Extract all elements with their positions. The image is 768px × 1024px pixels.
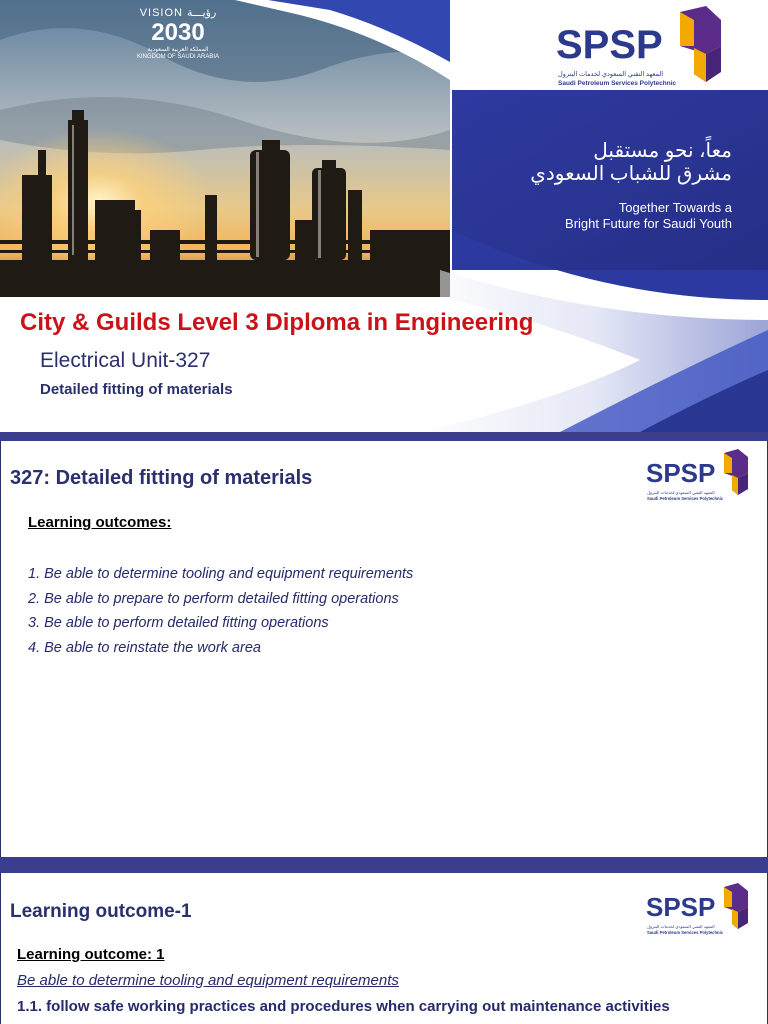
- title-slide: [0, 0, 768, 432]
- logo-arabic-name: المعهد التقني السعودي لخدمات البترول: [558, 71, 664, 78]
- learning-outcomes-slide: [0, 441, 768, 857]
- slide-heading: 327: Detailed fitting of materials: [10, 467, 313, 489]
- spsp-emblem-icon: [724, 883, 748, 929]
- spsp-logo: [646, 449, 756, 504]
- outcomes-list: [28, 562, 413, 660]
- slide-divider: [0, 432, 768, 441]
- learning-outcome-1-slide: [0, 873, 768, 1024]
- vision-line3: المملكة العربية السعودية: [147, 47, 209, 53]
- slide-heading: Learning outcome-1: [10, 901, 192, 922]
- spsp-emblem-icon: [680, 6, 721, 82]
- spsp-logo: [556, 6, 736, 90]
- english-slogan-line1: Together Towards a: [618, 200, 732, 215]
- logo-english-name: Saudi Petroleum Services Polytechnic: [647, 930, 724, 935]
- logo-wordmark: SPSP: [646, 892, 716, 922]
- outcome-description: Be able to determine tooling and equipment requirements: [17, 972, 399, 989]
- spsp-logo: [646, 883, 756, 938]
- arabic-slogan-line2: مشرق للشباب السعودي: [530, 163, 732, 185]
- vision-line4: KINGDOM OF SAUDI ARABIA: [136, 54, 219, 60]
- unit-title: Electrical Unit-327: [40, 349, 211, 372]
- vision-line1: VISION رؤيـــة: [139, 7, 217, 19]
- list-item: 4. Be able to reinstate the work area: [28, 639, 261, 656]
- logo-arabic-name: المعهد التقني السعودي لخدمات البترول: [647, 490, 715, 495]
- logo-english-name: Saudi Petroleum Services Polytechnic: [647, 496, 724, 501]
- vision-line2: 2030: [151, 19, 205, 46]
- list-item: 3. Be able to perform detailed fitting operations: [28, 615, 329, 631]
- arabic-slogan-line1: معاً، نحو مستقبل: [593, 140, 732, 162]
- english-slogan: [480, 200, 732, 232]
- learning-outcomes-label: Learning outcomes:: [28, 514, 172, 531]
- logo-arabic-name: المعهد التقني السعودي لخدمات البترول: [647, 924, 715, 929]
- english-slogan-line2: Bright Future for Saudi Youth: [565, 216, 732, 231]
- arabic-slogan: [480, 140, 732, 186]
- logo-english-name: Saudi Petroleum Services Polytechnic: [558, 80, 677, 87]
- slide-divider: [0, 857, 768, 873]
- course-title: City & Guilds Level 3 Diploma in Engineering: [20, 309, 534, 336]
- unit-subtitle: Detailed fitting of materials: [40, 381, 233, 398]
- logo-wordmark: SPSP: [556, 23, 663, 67]
- list-item: 2. Be able to prepare to perform detailed fitting operations: [28, 590, 399, 607]
- spsp-emblem-icon: [724, 449, 748, 495]
- outcome-point: 1.1. follow safe working practices and procedures when carrying out maintenance activities: [17, 998, 670, 1015]
- list-item: 1. Be able to determine tooling and equipment requirements: [28, 566, 414, 582]
- logo-wordmark: SPSP: [646, 458, 716, 488]
- learning-outcome-label: Learning outcome: 1: [17, 946, 165, 963]
